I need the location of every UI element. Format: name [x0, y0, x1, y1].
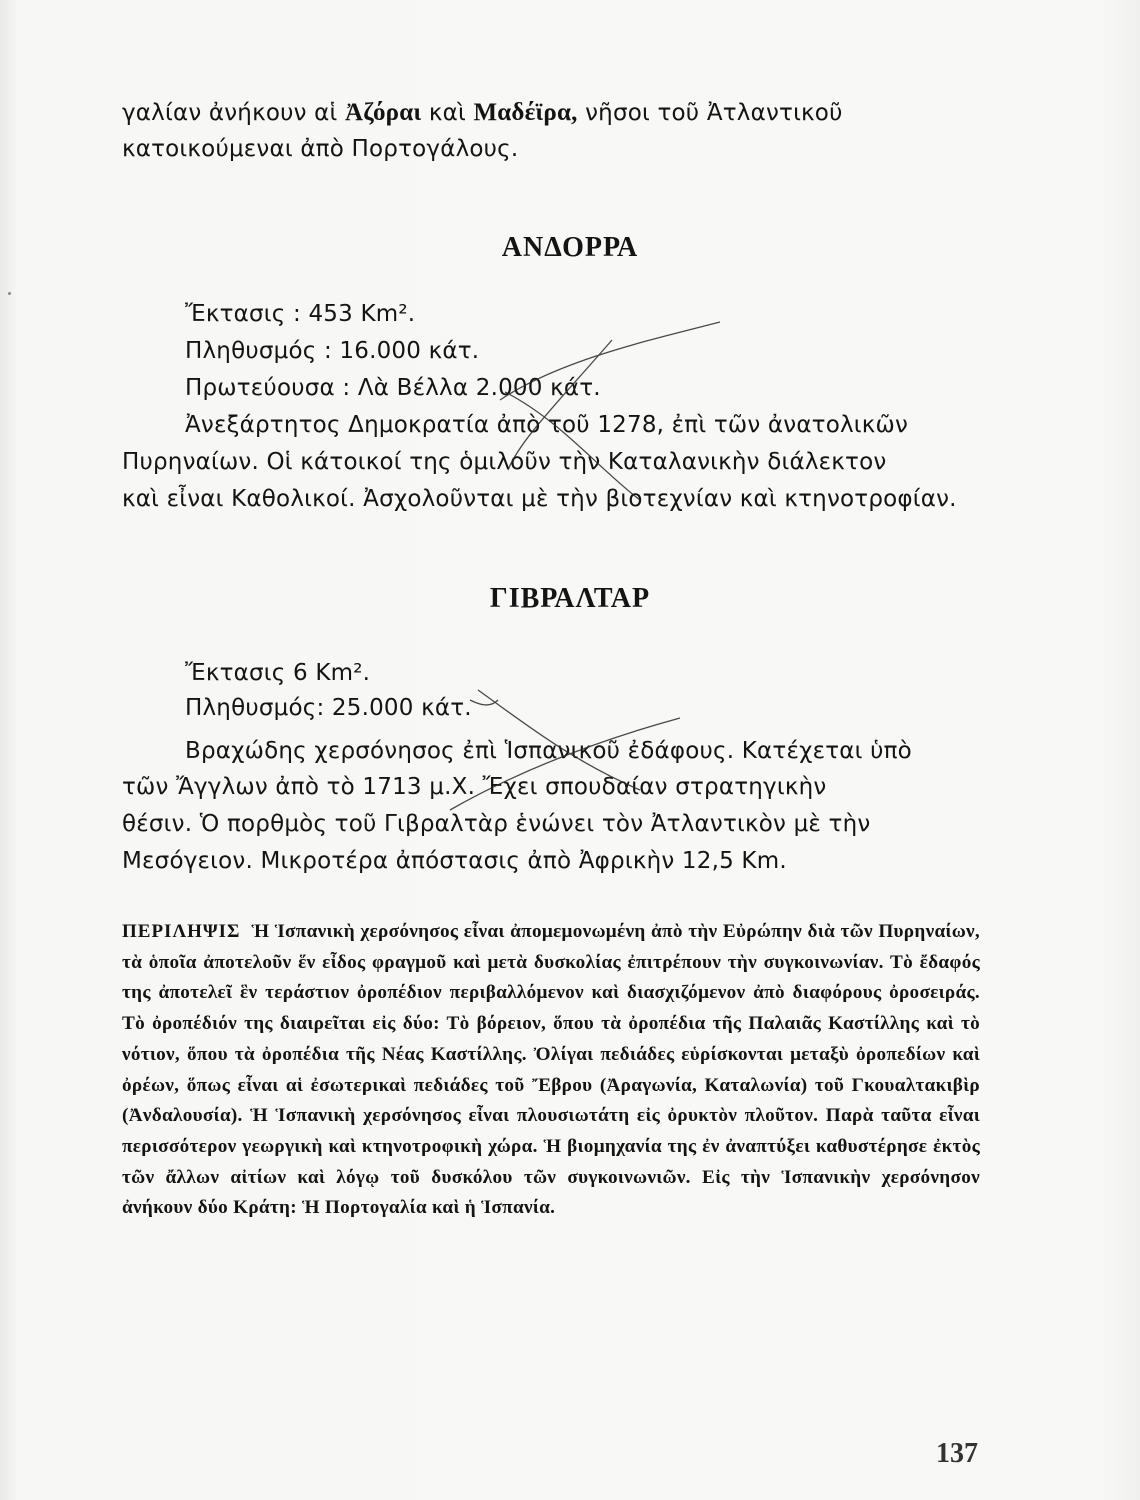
madeira-bold: Μαδέϊρα,	[473, 99, 578, 126]
andorra-area: Ἔκτασις : 453 Km².	[185, 301, 416, 327]
pencil-stroke-1	[500, 322, 720, 400]
pencil-stroke-5	[450, 718, 680, 810]
page-number: 137	[936, 1438, 978, 1469]
pencil-stroke-4	[478, 690, 640, 790]
intro-text-b: καὶ	[421, 100, 474, 126]
gibraltar-heading: ΓΙΒΡΑΛΤΑΡ	[489, 583, 651, 614]
andorra-text-line-3: καὶ εἶναι Καθολικοί. Ἀσχολοῦνται μὲ τὴν βιοτεχνίαν καὶ κτηνοτροφίαν.	[122, 486, 957, 512]
gibraltar-text-line-1: Βραχώδης χερσόνησος ἐπὶ Ἱσπανικοῦ ἐδάφους. Κατέχεται ὑπὸ	[185, 738, 912, 764]
andorra-heading: ΑΝΔΟΡΡΑ	[501, 232, 639, 263]
azores-bold: Ἀζόραι	[345, 99, 422, 126]
dust-speck	[8, 292, 11, 295]
gibraltar-text-line-2: τῶν Ἄγγλων ἀπὸ τὸ 1713 μ.Χ. Ἔχει σπουδαίαν στρατηγικὴν	[122, 774, 827, 800]
gibraltar-population: Πληθυσμός: 25.000 κάτ.	[185, 695, 472, 721]
andorra-text-line-2: Πυρηναίων. Οἱ κάτοικοί της ὁμιλοῦν τὴν Καταλανικὴν διάλεκτον	[122, 449, 887, 475]
intro-text-c: νῆσοι τοῦ Ἀτλαντικοῦ	[577, 100, 843, 126]
andorra-capital: Πρωτεύουσα : Λὰ Βέλλα 2.000 κάτ.	[185, 375, 601, 401]
intro-text-a: γαλίαν ἀνήκουν αἱ	[122, 100, 346, 126]
intro-line-2: κατοικούμεναι ἀπὸ Πορτογάλους.	[122, 136, 519, 162]
andorra-population: Πληθυσμός : 16.000 κάτ.	[185, 338, 480, 364]
summary-text: Ἡ Ἱσπανικὴ χερσόνησος εἶναι ἀπομεμονωμένη ἀπὸ τὴν Εὐρώπην διὰ τῶν Πυρηναίων, τὰ ὁποῖα ἀποτελοῦν ἕν εἶδος φραγμοῦ καὶ μετὰ δυσκολίας ἐπιτρέπουν τὴν συγκοινωνίαν. Τὸ ἔδαφός της ἀποτελεῖ ἓν τεράστιον ὀροπέδιον περιβαλλόμενον καὶ διασχιζόμενον ἀπὸ διαφόρους ὀροσειράς. Τὸ ὀροπέδιόν της διαιρεῖται εἰς δύο: Τὸ βόρειον, ὅπου τὰ ὀροπέδια τῆς Παλαιᾶς Καστίλλης καὶ τὸ νότιον, ὅπου τὰ ὀροπέδια τῆς Νέας Καστίλλης. Ὀλίγαι πεδιάδες εὑρίσκονται μεταξὺ ὀροπεδίων καὶ ὀρέων, ὅπως εἶναι αἱ ἐσωτερικαὶ πεδιάδες τοῦ Ἔβρου (Ἀραγωνία, Καταλωνία) τοῦ Γκουαλτακιβὶρ (Ἀνδαλουσία). Ἡ Ἱσπανικὴ χερσόνησος εἶναι πλουσιωτάτη εἰς ὀρυκτὸν πλοῦτον. Παρὰ ταῦτα εἶναι περισσότερον γεωργικὴ καὶ κτηνοτροφικὴ χώρα. Ἡ βιομηχανία της ἐν ἀναπτύξει καθυστέρησε ἐκτὸς τῶν ἄλλων αἰτίων καὶ λόγῳ τοῦ δυσκόλου τῶν συγκοινωνιῶν. Εἰς τὴν Ἱσπανικὴν χερσόνησον ἀνήκουν δύο Κράτη: Ἡ Πορτογαλία καὶ ἡ Ἱσπανία.	[122, 921, 980, 1219]
andorra-text-line-1: Ἀνεξάρτητος Δημοκρατία ἀπὸ τοῦ 1278, ἐπὶ τῶν ἀνατολικῶν	[185, 412, 909, 438]
pencil-stroke-3	[508, 340, 612, 470]
gibraltar-area: Ἔκτασις 6 Km².	[185, 660, 371, 686]
gibraltar-text-line-4: Μεσόγειον. Μικροτέρα ἀπόστασις ἀπὸ Ἀφρικὴν 12,5 Km.	[122, 848, 787, 874]
summary-label: ΠΕΡΙΛΗΨΙΣ	[122, 921, 241, 942]
gibraltar-text-line-3: θέσιν. Ὁ πορθμὸς τοῦ Γιβραλτὰρ ἑνώνει τὸν Ἀτλαντικὸν μὲ τὴν	[122, 811, 871, 837]
pencil-stroke-2	[505, 392, 640, 500]
